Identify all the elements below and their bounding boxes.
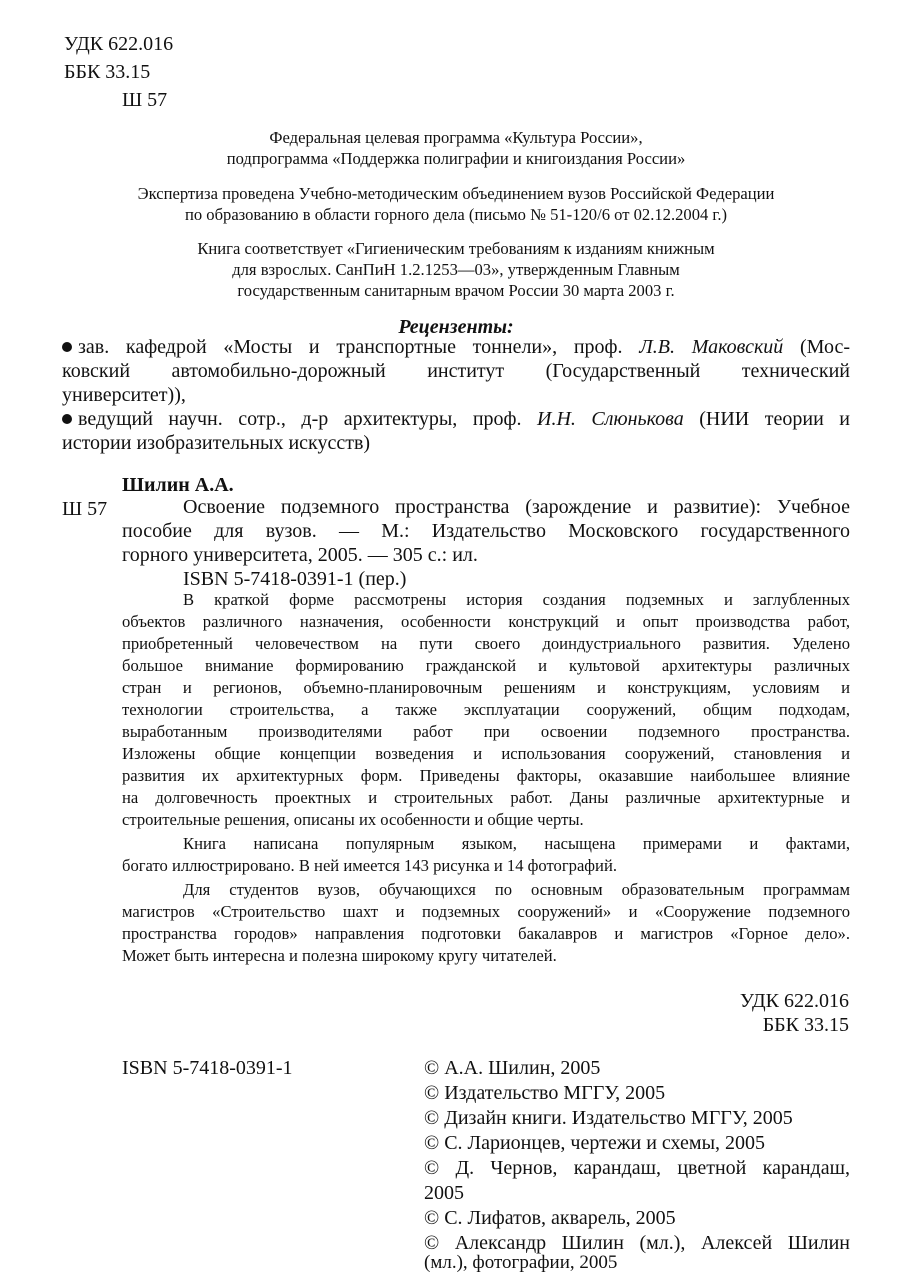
hygiene-line-2: для взрослых. СанПиН 1.2.1253—03», утвержденным Главным (232, 260, 680, 279)
annotation-p3-line: Для студентов вузов, обучающихся по основным образовательным программам (183, 880, 850, 899)
entry-code: Ш 57 (62, 498, 108, 520)
annotation-p1-line: на долговечность проектных и строительных работ. Даны различные архитектурные и (122, 788, 850, 807)
bottom-bbk-code: ББК 33.15 (762, 1014, 849, 1036)
copyright-line: © А.А. Шилин, 2005 (424, 1057, 601, 1079)
annotation-p1-line: выработанным производителями работ при освоении подземного пространства. (122, 722, 850, 741)
udk-code: УДК 622.016 (64, 33, 174, 55)
copyright-line: © Дизайн книги. Издательство МГГУ, 2005 (424, 1107, 793, 1129)
copyright-line: 2005 (424, 1182, 464, 1204)
expertise-line-2: по образованию в области горного дела (письмо № 51-120/6 от 02.12.2004 г.) (184, 205, 728, 224)
reviewer-1-line-3: университет)), (62, 384, 186, 406)
copyright-line: © С. Ларионцев, чертежи и схемы, 2005 (424, 1132, 766, 1154)
annotation-p2-line: Книга написана популярным языком, насыщена примерами и фактами, (183, 834, 850, 853)
bottom-udk-code: УДК 622.016 (739, 990, 849, 1012)
annotation-p3-line: пространства городов» направления подготовки бакалавров и магистров «Горное дело». (122, 924, 850, 943)
reviewer-2-name: И.Н. Слюнькова (537, 408, 684, 430)
reviewer-1-name: Л.В. Маковский (639, 336, 784, 358)
annotation-p1-line: приобретенный человечеством на пути своего доиндустриального развития. Уделено (122, 634, 850, 653)
expertise-line-1: Экспертиза проведена Учебно-методическим объединением вузов Российской Федерации (137, 184, 775, 203)
copyright-line: © Издательство МГГУ, 2005 (424, 1082, 666, 1104)
copyright-line: © С. Лифатов, акварель, 2005 (424, 1207, 676, 1229)
reviewer-2-line-2: истории изобразительных искусств) (62, 432, 371, 454)
reviewer-2-line-1: ведущий научн. сотр., д-р архитектуры, проф. И.Н. Слюнькова (НИИ теории и (62, 406, 850, 432)
bullet-icon (62, 414, 72, 424)
annotation-p1-line: большое внимание формированию гражданской и культовой архитектуры различных (122, 656, 850, 675)
hygiene-line-1: Книга соответствует «Гигиеническим требованиям к изданиям книжным (197, 239, 715, 258)
biblio-line-3: горного университета, 2005. — 305 с.: ил. (122, 544, 478, 566)
annotation-p3-line: Может быть интересна и полезна широкому кругу читателей. (122, 946, 557, 965)
biblio-line-1: Освоение подземного пространства (зарождение и развитие): Учебное (183, 496, 850, 518)
biblio-line-2: пособие для вузов. — М.: Издательство Московского государственного (122, 520, 850, 542)
reviewers-title: Рецензенты: (398, 316, 514, 338)
author-mark: Ш 57 (122, 89, 168, 111)
annotation-p1-line: стран и регионов, объемно-планировочным решениям и конструкциям, условиям и (122, 678, 850, 697)
annotation-p1-line: строительные решения, описаны их особенности и общие черты. (122, 810, 584, 829)
bullet-icon (62, 342, 72, 352)
program-line-2: подпрограмма «Поддержка полиграфии и книгоиздания России» (226, 149, 686, 168)
isbn-bottom: ISBN 5-7418-0391-1 (122, 1057, 293, 1079)
annotation-p1-line: развития их архитектурных форм. Приведены факторы, оказавшие наибольшее влияние (122, 766, 850, 785)
bbk-code: ББК 33.15 (64, 61, 151, 83)
annotation-p1-line: Изложены общие концепции возведения и использования сооружений, становления и (122, 744, 850, 763)
annotation-p1-line: объектов различного назначения, особенности конструкций и опыт производства работ, (122, 612, 850, 631)
reviewer-1-line-2: ковский автомобильно-дорожный институт (Государственный технический (62, 360, 850, 382)
copyright-line: © Александр Шилин (мл.), Алексей Шилин (424, 1232, 850, 1254)
entry-author: Шилин А.А. (122, 474, 234, 496)
hygiene-line-3: государственным санитарным врачом России 30 марта 2003 г. (237, 281, 675, 300)
annotation-p1-line: технологии строительства, а также эксплуатации сооружений, общим подходам, (122, 700, 850, 719)
annotation-p2-line: богато иллюстрировано. В ней имеется 143 рисунка и 14 фотографий. (122, 856, 617, 875)
program-line-1: Федеральная целевая программа «Культура России», (269, 128, 643, 147)
copyright-line: © Д. Чернов, карандаш, цветной карандаш, (424, 1157, 850, 1179)
annotation-p1-line: В краткой форме рассмотрены история создания подземных и заглубленных (183, 590, 850, 609)
copyright-line: (мл.), фотографии, 2005 (424, 1252, 618, 1273)
entry-isbn: ISBN 5-7418-0391-1 (пер.) (183, 568, 407, 590)
reviewer-1-line-1: зав. кафедрой «Мосты и транспортные тоннели», проф. Л.В. Маковский (Мос- (62, 334, 850, 360)
annotation-p3-line: магистров «Строительство шахт и подземных сооружений» и «Сооружение подземного (122, 902, 850, 921)
